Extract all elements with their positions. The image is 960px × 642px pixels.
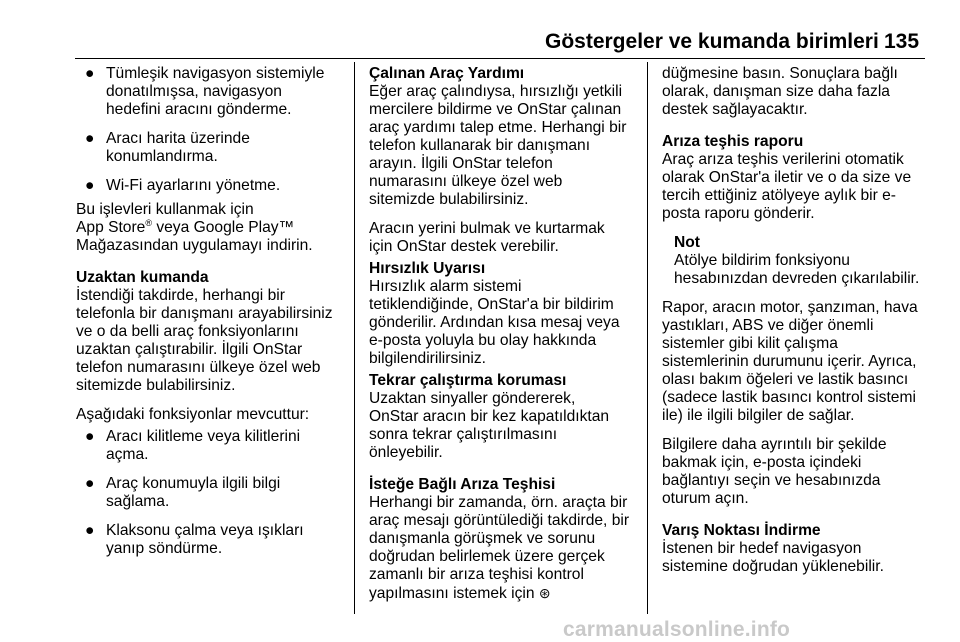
bullet-dot-icon: ●	[85, 130, 95, 147]
text-line: OnStar aracın bir kez kapatıldıktan	[369, 408, 610, 425]
section-heading-diagnostic-report: Arıza teşhis raporu	[662, 133, 804, 150]
text-line: sağlama.	[106, 493, 170, 510]
text-line: destek sağlayacaktır.	[662, 101, 808, 118]
spacer	[76, 255, 346, 269]
spacer	[662, 425, 932, 436]
text-line: araç mesajı görüntülediği takdirde, bir	[369, 512, 630, 529]
bullet-item	[76, 428, 346, 464]
spacer	[369, 209, 639, 220]
bullet-item	[76, 130, 346, 166]
bullet-dot-icon: ●	[85, 522, 95, 539]
bullet-dot-icon: ●	[85, 475, 95, 492]
text-line: telefon numarasını ülkeye özel web	[76, 359, 321, 376]
text-line: Uzaktan sinyaller göndererek,	[369, 390, 576, 407]
text-line: (sadece lastik basıncı kontrol sistemi	[662, 389, 916, 406]
text-line: yanıp söndürme.	[106, 540, 223, 557]
text-line: yastıkları, ABS ve diğer önemli	[662, 317, 874, 334]
text-line: olası bakım öğeleri ve lastik basıncı	[662, 371, 909, 388]
bullet-item	[76, 65, 346, 119]
section-heading-destination-download: Varış Noktası İndirme	[662, 522, 821, 539]
note-text: Atölye bildirim fonksiyonu	[674, 252, 850, 269]
text-line: mercilere bildirme ve OnStar çalınan	[369, 101, 622, 118]
spacer	[76, 166, 346, 177]
spacer	[76, 511, 346, 522]
spacer	[662, 508, 932, 522]
section-heading-remote-control: Uzaktan kumanda	[76, 269, 209, 286]
text-line: Aracı harita üzerinde	[106, 130, 250, 147]
text-line: Aracı kilitleme veya kilitlerini	[106, 428, 301, 445]
text-line: Mağazasından uygulamayı indirin.	[76, 237, 313, 254]
spacer	[369, 462, 639, 476]
text-line: olarak OnStar'a iletir ve o da size ve	[662, 169, 912, 186]
text-line: gönderilir. Ardından kısa mesaj veya	[369, 314, 620, 331]
text-line: araç yardımı talep etme. Herhangi bir	[369, 119, 627, 136]
section-heading-diagnostics: İsteğe Bağlı Arıza Teşhisi	[369, 476, 556, 493]
text-line: Bilgilere daha ayrıntılı bir şekilde	[662, 436, 887, 453]
column-2	[369, 65, 639, 602]
text-line: açma.	[106, 446, 149, 463]
text-line: Wi-Fi ayarlarını yönetme.	[106, 177, 281, 194]
text-line: danışmanla görüşmek ve sorunu	[369, 530, 596, 547]
text-line: ve o da belli araç fonksiyonlarını	[76, 323, 299, 340]
text-line: Bu işlevleri kullanmak için	[76, 201, 254, 218]
text-line: Araç arıza teşhis verilerini otomatik	[662, 151, 904, 168]
text-line: Herhangi bir zamanda, örn. araçta bir	[369, 494, 628, 511]
text-line	[76, 219, 346, 237]
text-line: Araç konumuyla ilgili bilgi	[106, 475, 281, 492]
header-rule	[75, 58, 925, 59]
column-divider-1	[354, 62, 355, 614]
note-text: hesabınızdan devreden çıkarılabilir.	[674, 270, 920, 287]
text-line: olarak, danışman size daha fazla	[662, 83, 890, 100]
text-line: e-posta yoluyla bu olay hakkında	[369, 332, 597, 349]
text-line: numarasını ülkeye özel web	[369, 173, 563, 190]
spacer	[76, 395, 346, 406]
text-line: hedefini aracını gönderme.	[106, 101, 292, 118]
text-line: İstendiği takdirde, herhangi bir	[76, 287, 285, 304]
text-line: düğmesine basın. Sonuçlara bağlı	[662, 65, 898, 82]
text-line: tetiklendiğinde, OnStar'a bir bildirim	[369, 296, 614, 313]
text-line: ile) ile ilgili bilgiler de sağlar.	[662, 407, 855, 424]
column-1	[76, 65, 346, 558]
text-line: için OnStar destek verebilir.	[369, 238, 559, 255]
text-line: sitemizde bulabilirsiniz.	[369, 191, 529, 208]
footer-watermark: carmanualsonline.info	[563, 618, 791, 641]
section-heading-stolen-vehicle: Çalınan Araç Yardımı	[369, 65, 525, 82]
text-line: telefonla bir danışmanı arayabilirsiniz	[76, 305, 333, 322]
text-line: bağlantıyı seçin ve hesabınızda	[662, 472, 881, 489]
registered-mark: ®	[145, 217, 152, 228]
column-divider-2	[647, 62, 648, 614]
text-line: konumlandırma.	[106, 148, 218, 165]
text-line: Eğer araç çalındıysa, hırsızlığı yetkili	[369, 83, 623, 100]
page-number: 135	[884, 30, 920, 53]
text-line: arayın. İlgili OnStar telefon	[369, 155, 553, 172]
text-line: Klaksonu çalma veya ışıkları	[106, 522, 304, 539]
text-line: uzaktan çalıştırabilir. İlgili OnStar	[76, 341, 303, 358]
text-line: önleyebilir.	[369, 444, 443, 461]
text-line: posta raporu gönderir.	[662, 205, 815, 222]
text-line: doğrudan belirlemek üzere gerçek	[369, 548, 605, 565]
spacer	[76, 119, 346, 130]
onstar-button-icon: ⊛	[538, 585, 551, 601]
bullet-dot-icon: ●	[85, 65, 95, 82]
text-line: bakmak için, e-posta içindeki	[662, 454, 862, 471]
bullet-item	[76, 177, 346, 195]
text-line: telefon kullanarak bir danışmanı	[369, 137, 591, 154]
text-line: Hırsızlık alarm sistemi	[369, 278, 522, 295]
spacer	[662, 223, 932, 234]
text-line: Rapor, aracın motor, şanzıman, hava	[662, 299, 918, 316]
text-line: bilgilendirilirsiniz.	[369, 350, 486, 367]
section-heading-theft-alert: Hırsızlık Uyarısı	[369, 260, 486, 277]
text-line: sistemler gibi kilit çalışma	[662, 335, 838, 352]
spacer	[76, 464, 346, 475]
text-line: sistemine doğrudan yüklenebilir.	[662, 558, 884, 575]
text-line: sistemlerinin durumunu içerir. Ayrıca,	[662, 353, 917, 370]
text-line: zamanlı bir arıza teşhisi kontrol	[369, 566, 584, 583]
text-line: oturum açın.	[662, 490, 749, 507]
text-line: donatılmışsa, navigasyon	[106, 83, 282, 100]
text-line: sitemizde bulabilirsiniz.	[76, 377, 236, 394]
bullet-dot-icon: ●	[85, 177, 95, 194]
bullet-item	[76, 475, 346, 511]
spacer	[662, 119, 932, 133]
text-line: sonra tekrar çalıştırılmasını	[369, 426, 558, 443]
spacer	[662, 288, 932, 299]
text-line: Tümleşik navigasyon sistemiyle	[106, 65, 325, 82]
column-3	[662, 65, 932, 576]
bullet-dot-icon: ●	[85, 428, 95, 445]
bullet-item	[76, 522, 346, 558]
text-line: İstenen bir hedef navigasyon	[662, 540, 862, 557]
text-line	[369, 584, 639, 602]
text-segment: yapılmasını istemek için	[369, 585, 539, 602]
google-play-text: veya Google Play™	[152, 219, 295, 236]
page-header-title: Göstergeler ve kumanda birimleri	[545, 30, 879, 53]
note-title: Not	[674, 234, 700, 251]
section-heading-restart-protection: Tekrar çalıştırma koruması	[369, 372, 567, 389]
text-line: Aracın yerini bulmak ve kurtarmak	[369, 220, 605, 237]
app-store-text: App Store	[76, 219, 146, 236]
text-line: tercih ettiğiniz atölyeye aylık bir e-	[662, 187, 897, 204]
text-line: Aşağıdaki fonksiyonlar mevcuttur:	[76, 406, 310, 423]
